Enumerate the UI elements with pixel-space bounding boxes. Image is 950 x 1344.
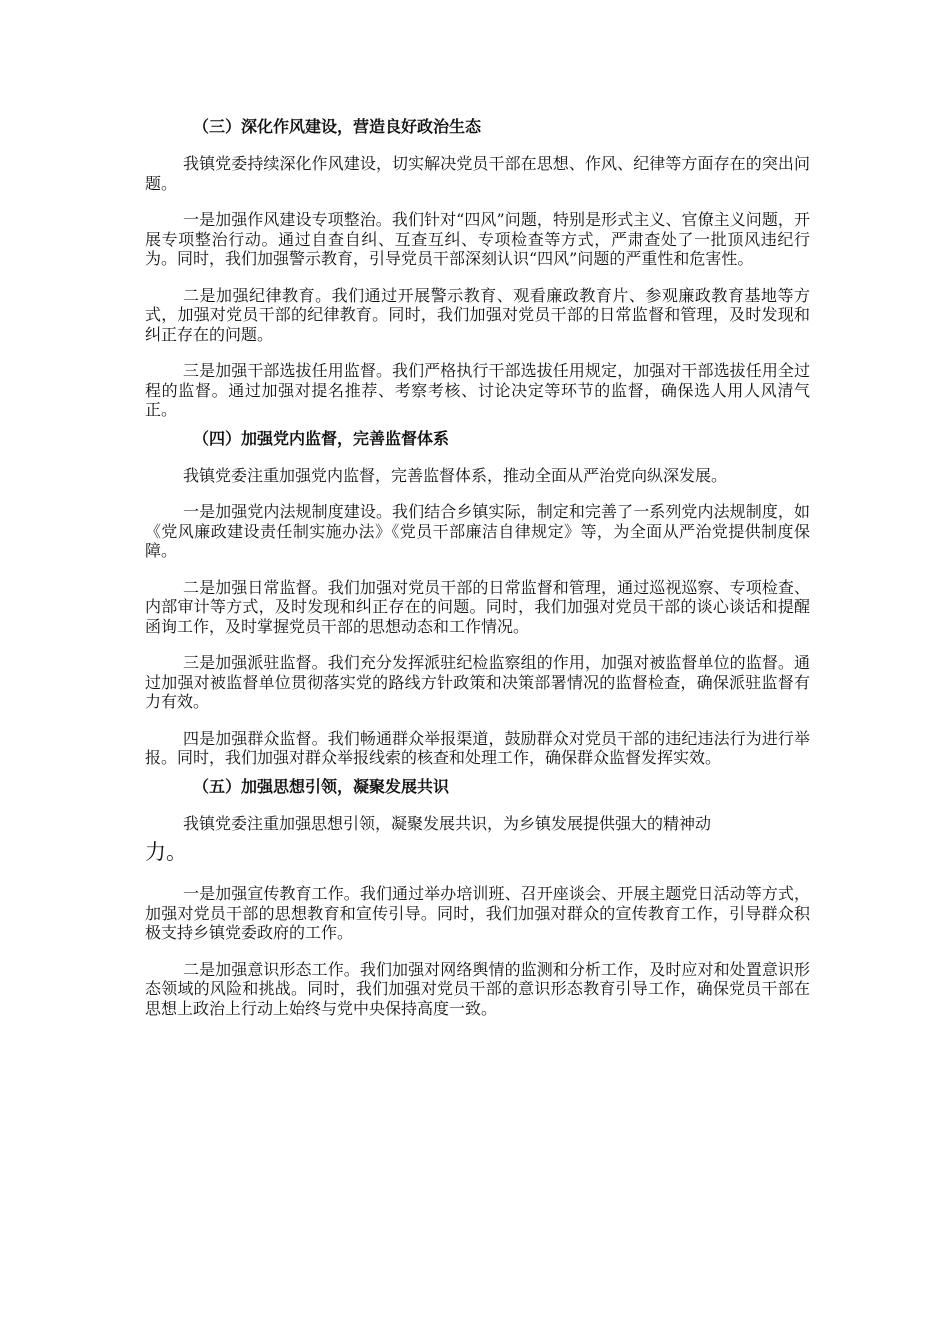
section-heading-5: （五）加强思想引领，凝聚发展共识 xyxy=(193,776,450,796)
paragraph: 三是加强干部选拔任用监督。我们严格执行干部选拔任用规定，加强对干部选拔任用全过程的监督。通过加强对提名推荐、考察考核、讨论决定等环节的监督，确保选人用人风清气正。 xyxy=(145,361,810,419)
paragraph: 四是加强群众监督。我们畅通群众举报渠道，鼓励群众对党员干部的违纪违法行为进行举报。同时，我们加强对群众举报线索的核查和处理工作，确保群众监督发挥实效。 xyxy=(145,728,810,767)
section-heading-4: （四）加强党内监督，完善监督体系 xyxy=(193,428,450,448)
paragraph: 二是加强纪律教育。我们通过开展警示教育、观看廉政教育片、参观廉政教育基地等方式，加强对党员干部的纪律教育。同时，我们加强对党员干部的日常监督和管理，及时发现和纠正存在的问题。 xyxy=(145,285,810,344)
paragraph: 一是加强党内法规制度建设。我们结合乡镇实际，制定和完善了一系列党内法规制度，如《党风廉政建设责任制实施办法》《党员干部廉洁自律规定》等，为全面从严治党提供制度保障。 xyxy=(145,502,810,560)
paragraph: 一是加强作风建设专项整治。我们针对“四风”问题，特别是形式主义、官僚主义问题，开展专项整治行动。通过自查自纠、互查互纠、专项检查等方式，严肃查处了一批顶风违纪行为。同时，我们加强警示教育，引导党员干部深刻认识“四风”问题的严重性和危害性。 xyxy=(145,210,810,268)
paragraph: 三是加强派驻监督。我们充分发挥派驻纪检监察组的作用，加强对被监督单位的监督。通过加强对被监督单位贯彻落实党的路线方针政策和决策部署情况的监督检查，确保派驻监督有力有效。 xyxy=(145,653,810,711)
paragraph xyxy=(145,814,810,868)
paragraph: 二是加强意识形态工作。我们加强对网络舆情的监测和分析工作，及时应对和处置意识形态领域的风险和挑战。同时，我们加强对党员干部的意识形态教育引导工作，确保党员干部在思想上政治上行动上始终与党中央保持高度一致。 xyxy=(145,959,810,1018)
paragraph: 一是加强宣传教育工作。我们通过举办培训班、召开座谈会、开展主题党日活动等方式，加强对党员干部的思想教育和宣传引导。同时，我们加强对群众的宣传教育工作，引导群众积极支持乡镇党委政府的工作。 xyxy=(145,884,810,942)
section-heading-3: （三）深化作风建设，营造良好政治生态 xyxy=(193,117,482,136)
paragraph-tail-text: 力。 xyxy=(145,840,187,864)
document-page xyxy=(145,116,810,1035)
paragraph: 二是加强日常监督。我们加强对党员干部的日常监督和管理，通过巡视巡察、专项检查、内部审计等方式，及时发现和纠正存在的问题。同时，我们加强对党员干部的谈心谈话和提醒函询工作，及时掌握党员干部的思想动态和工作情况。 xyxy=(145,577,810,636)
paragraph: 我镇党委持续深化作风建设，切实解决党员干部在思想、作风、纪律等方面存在的突出问题。 xyxy=(145,154,810,193)
paragraph: 我镇党委注重加强党内监督，完善监督体系，推动全面从严治党向纵深发展。 xyxy=(183,465,728,485)
paragraph-main-text: 我镇党委注重加强思想引领，凝聚发展共识，为乡镇发展提供强大的精神动 xyxy=(183,813,712,833)
